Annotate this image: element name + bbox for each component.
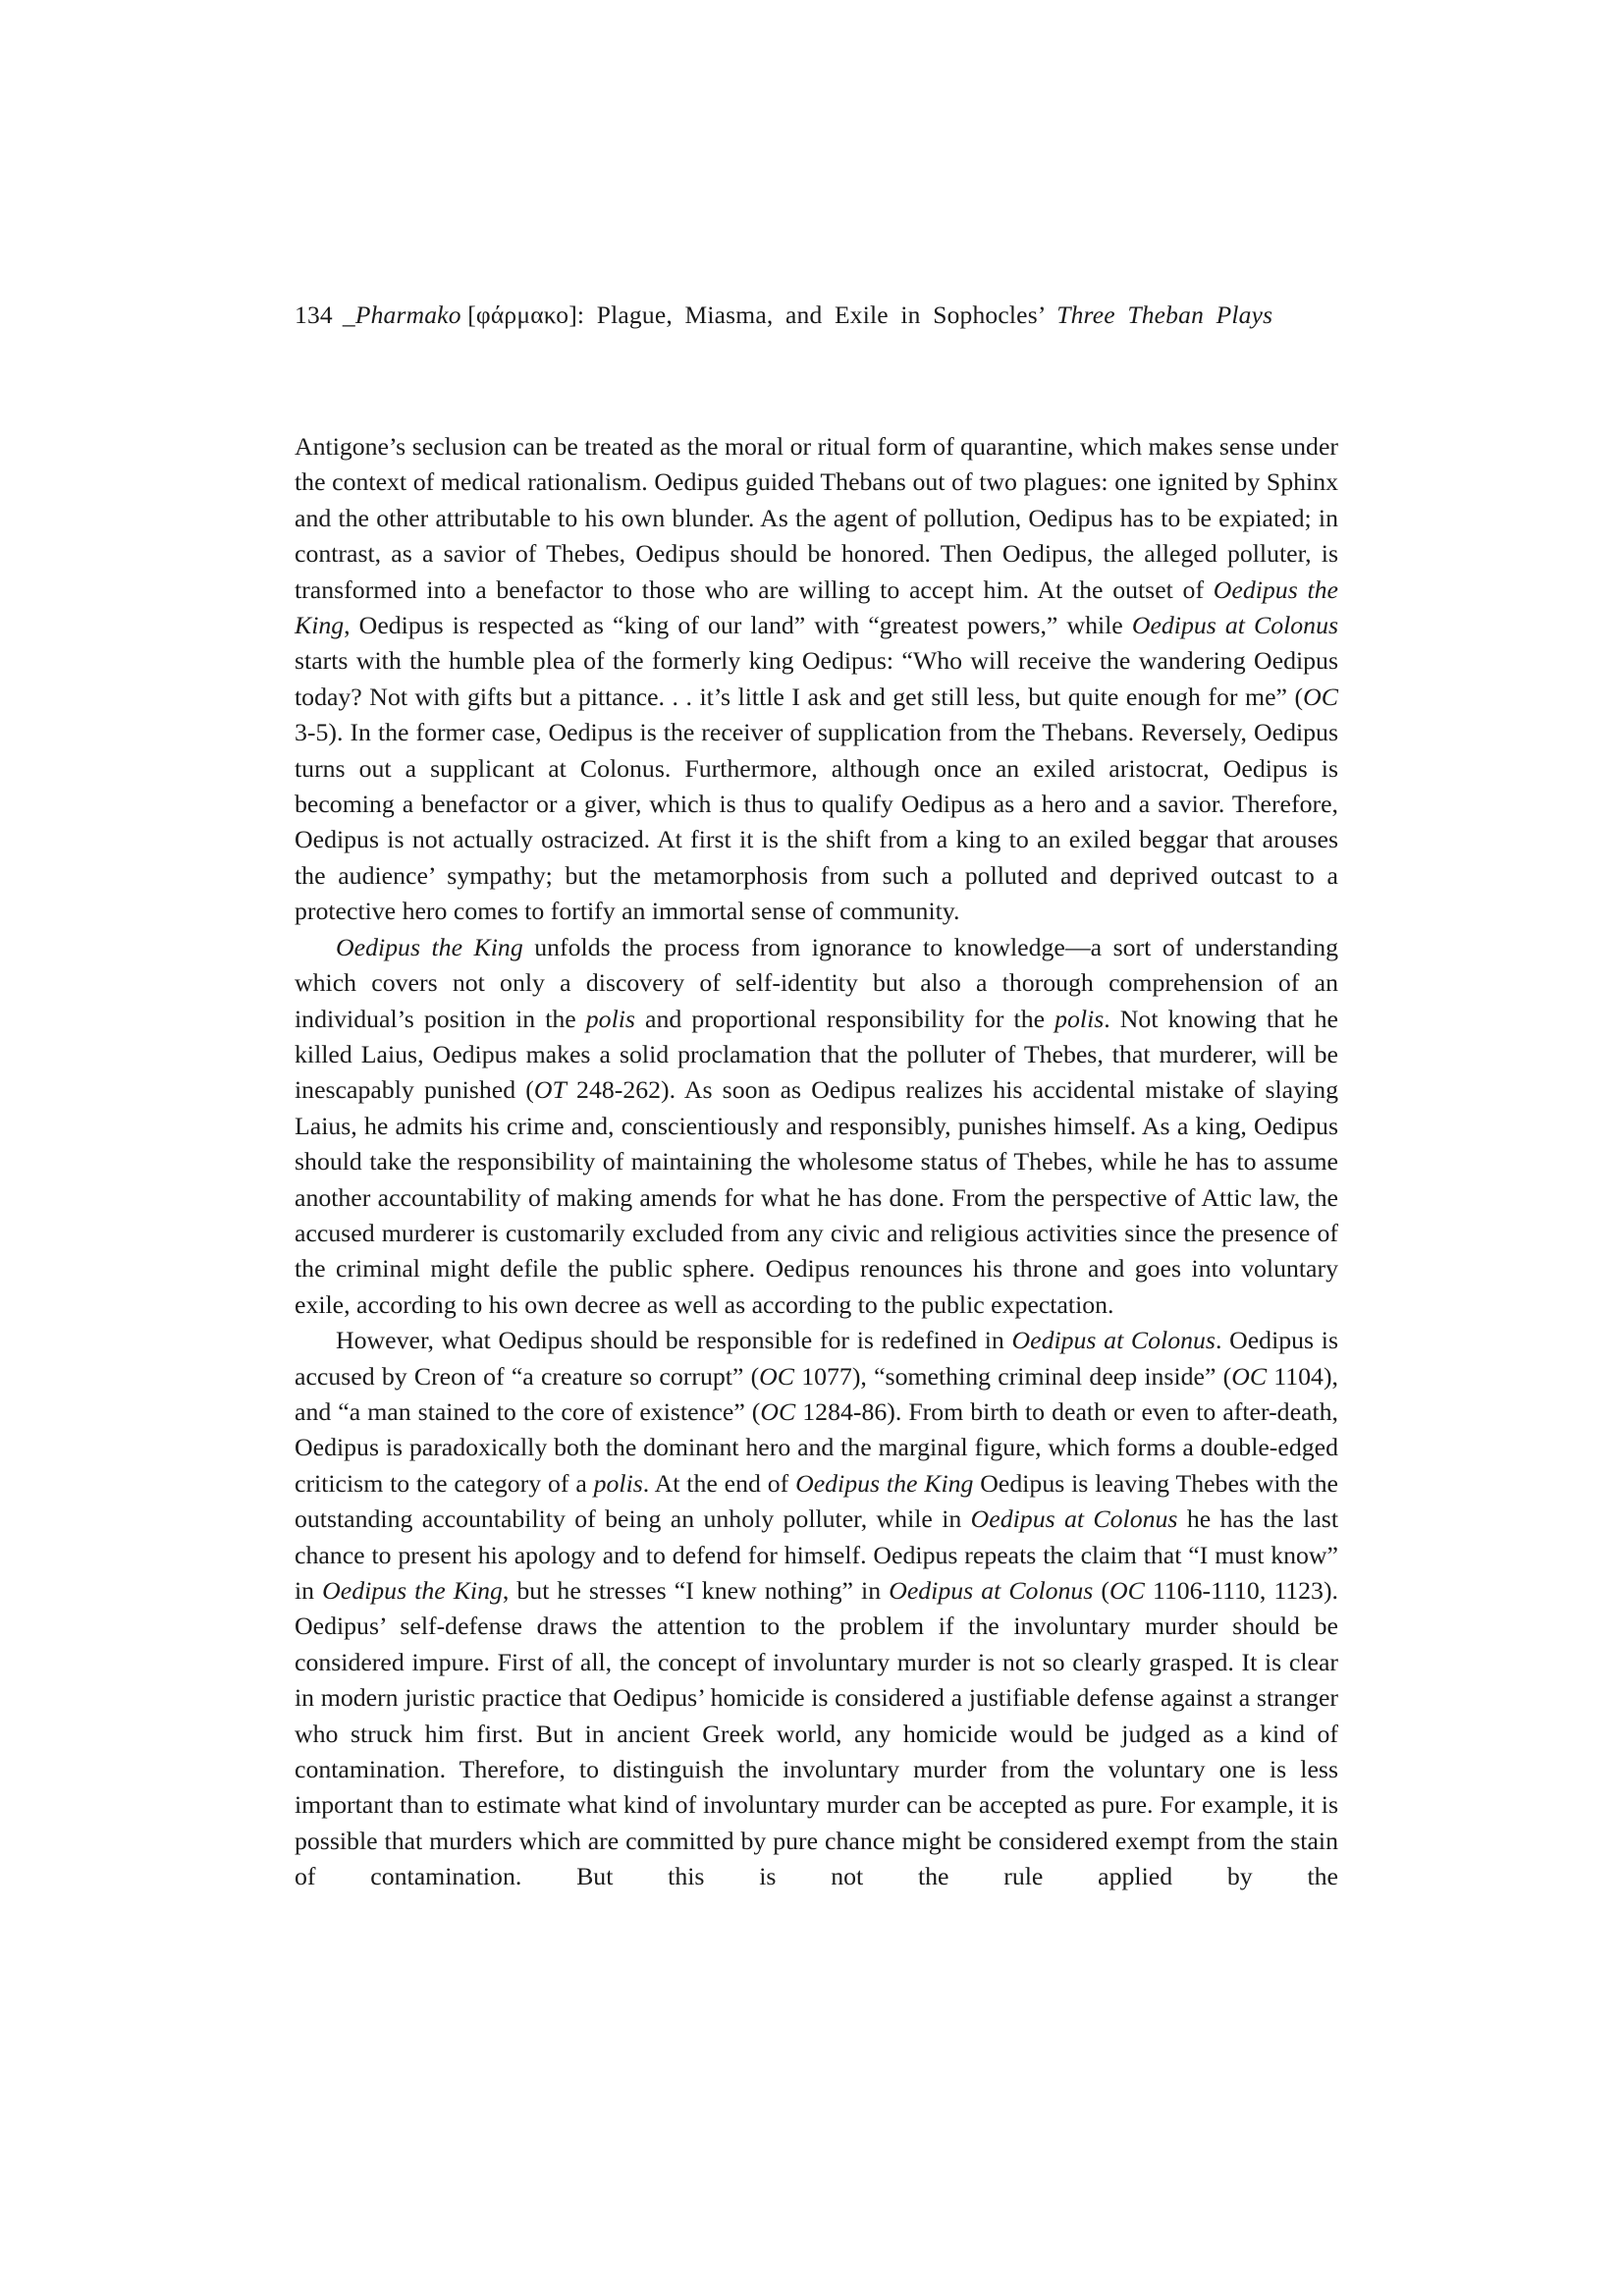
italic-abbrev: OC bbox=[1303, 682, 1338, 711]
text-run: , but he stresses “I knew nothing” in bbox=[502, 1576, 890, 1605]
italic-title: Oedipus the King bbox=[295, 574, 1338, 640]
text-run: he has the last chance to present his apology and to defend for himself. Oedipus repeats the claim that “I must know” in bbox=[295, 1504, 1338, 1605]
text-run: 1077), “something criminal deep inside” ( bbox=[794, 1361, 1232, 1391]
italic-title: Oedipus the King bbox=[795, 1468, 974, 1498]
text-run: ( bbox=[1093, 1576, 1110, 1605]
text-run: . Not knowing that he killed Laius, Oedipus makes a solid proclamation that the polluter of Thebes, that murderer, will be inescapably punished ( bbox=[295, 1004, 1338, 1105]
text-run: 3-5). In the former case, Oedipus is the receiver of supplication from the Thebans. Reversely, Oedipus turns out a supplicant at Colonus. Furthermore, although once an exiled aristocrat, Oedipus is becoming a benefactor or a giver, which is thus to qualify Oedipus as a hero and a savior. Therefore, Oedipus is not actually ostracized. At first it is the shift from a king to an exiled beggar that arouses the audience’ sympathy; but the metamorphosis from such a polluted and deprived outcast to a protective hero comes to fortify an immortal sense of community. bbox=[295, 718, 1338, 926]
text-run: 248-262). As soon as Oedipus realizes his accidental mistake of slaying Laius, he admits his crime and, conscientiously and responsibly, punishes himself. As a king, Oedipus should take the responsibility of maintaining the wholesome status of Thebes, while he has to assume another accountability of making amends for what he has done. From the perspective of Attic law, the accused murderer is customarily excluded from any civic and religious activities since the presence of the criminal might defile the public sphere. Oedipus renounces his throne and goes into voluntary exile, according to his own decree as well as according to the public expectation. bbox=[295, 1075, 1338, 1319]
text-run: 1104), and “a man stained to the core of existence” ( bbox=[295, 1361, 1338, 1426]
text-run: Oedipus is leaving Thebes with the outstanding accountability of being an unholy polluter, while in bbox=[295, 1468, 1338, 1534]
text-run: starts with the humble plea of the formerly king Oedipus: “Who will receive the wandering Oedipus today? Not with gifts but a pittance. . . it’s little I ask and get still less, but quite enough for me” ( bbox=[295, 646, 1338, 711]
running-head-title: : Plague, Miasma, and Exile in Sophocles’ bbox=[576, 301, 1057, 329]
running-head bbox=[295, 301, 1339, 330]
italic-abbrev: OC bbox=[1231, 1361, 1268, 1391]
italic-abbrev: OC bbox=[760, 1396, 796, 1426]
italic-abbrev: OT bbox=[533, 1075, 567, 1105]
italic-term: polis bbox=[1054, 1004, 1105, 1033]
running-head-greek: [φάρμακο] bbox=[460, 301, 577, 329]
italic-abbrev: OC bbox=[1109, 1576, 1145, 1605]
italic-title: Oedipus the King bbox=[322, 1576, 503, 1605]
italic-title: Oedipus the King bbox=[336, 932, 523, 961]
paragraph-1 bbox=[295, 429, 1338, 930]
running-head-title-italic-2: Three Theban Plays bbox=[1056, 301, 1273, 329]
body-text bbox=[295, 429, 1338, 1895]
paragraph-2 bbox=[295, 930, 1338, 1323]
paragraph-3 bbox=[295, 1323, 1338, 1895]
text-run: , Oedipus is respected as “king of our land” with “greatest powers,” while bbox=[344, 611, 1132, 640]
italic-term: polis bbox=[593, 1468, 643, 1498]
text-run: and proportional responsibility for the bbox=[634, 1004, 1055, 1033]
italic-abbrev: OC bbox=[759, 1361, 795, 1391]
text-run: unfolds the process from ignorance to knowledge—a sort of understanding which covers not only a discovery of self-identity but also a thorough comprehension of an individual’s position in the bbox=[295, 932, 1338, 1033]
running-head-title-italic: Pharmako bbox=[354, 301, 461, 329]
text-run: 1106-1110, 1123). Oedipus’ self-defense draws the attention to the problem if the involuntary murder should be considered impure. First of all, the concept of involuntary murder is not so clearly grasped. It is clear in modern juristic practice that Oedipus’ homicide is considered a justifiable defense against a stranger who struck him first. But in ancient Greek world, any homicide would be judged as a kind of contamination. Therefore, to distinguish the involuntary murder from the voluntary one is less important than to estimate what kind of involuntary murder can be accepted as pure. For example, it is possible that murders which are committed by pure chance might be considered exempt from the stain of contamination. But this is not the rule applied by the bbox=[295, 1576, 1338, 1891]
italic-title: Oedipus at Colonus bbox=[970, 1504, 1178, 1534]
italic-term: polis bbox=[585, 1004, 635, 1033]
page-number: 134 bbox=[295, 301, 333, 329]
italic-title: Oedipus at Colonus bbox=[1011, 1326, 1216, 1355]
italic-title: Oedipus at Colonus bbox=[1131, 611, 1339, 640]
text-run: . At the end of bbox=[642, 1468, 796, 1498]
text-run: Antigone’s seclusion can be treated as the moral or ritual form of quarantine, which makes sense under the context of medical rationalism. Oedipus guided Thebans out of two plagues: one ignited by Sphinx and the other attributable to his own blunder. As the agent of pollution, Oedipus has to be expiated; in contrast, as a savior of Thebes, Oedipus should be honored. Then Oedipus, the alleged polluter, is transformed into a benefactor to those who are willing to accept him. At the outset of bbox=[295, 432, 1338, 604]
italic-title: Oedipus at Colonus bbox=[889, 1576, 1094, 1605]
running-head-prefix: _ bbox=[342, 301, 355, 329]
text-run: 1284-86). From birth to death or even to after-death, Oedipus is paradoxically both the dominant hero and the marginal figure, which forms a double-edged criticism to the category of a bbox=[295, 1396, 1338, 1498]
text-run: However, what Oedipus should be responsible for is redefined in bbox=[336, 1326, 1012, 1355]
text-run: . Oedipus is accused by Creon of “a creature so corrupt” ( bbox=[295, 1326, 1338, 1391]
